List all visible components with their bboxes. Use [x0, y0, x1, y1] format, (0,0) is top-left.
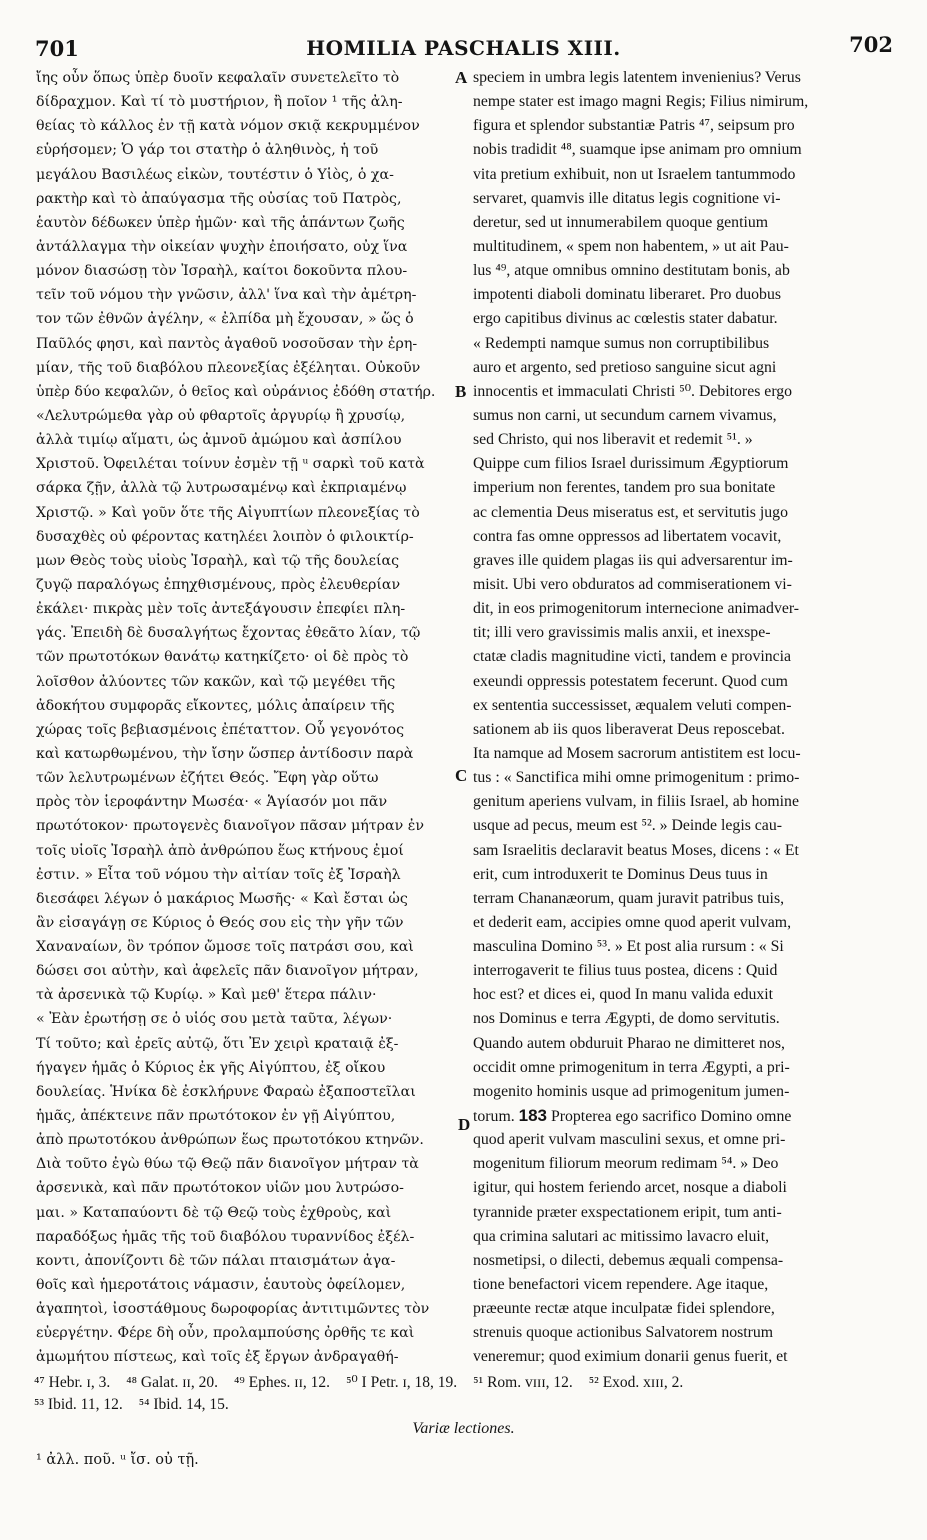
latin-text-line: sed Christo, qui nos liberavit et redemit ⁵¹. » — [473, 431, 753, 449]
greek-column — [36, 66, 451, 1370]
latin-text-line: sationem ab iis quos liberaverat Deus reposcebat. — [473, 720, 785, 738]
greek-text-line: τεῖν τοῦ νόμου τὴν γνῶσιν, ἀλλ' ἵνα καὶ τὴν ἀμέτρη- — [36, 287, 417, 304]
greek-text-line: δίδραχμον. Καὶ τί τὸ μυστήριον, ἢ ποῖον ¹ τῆς ἀλη- — [36, 94, 403, 111]
latin-text-line: occidit omne primogenitum in terra Ægypti, a pri- — [473, 1058, 790, 1076]
latin-text-line: nobis tradidit ⁴⁸, suamque ipse animam pro omnium — [473, 141, 802, 159]
footnote: ⁴⁹ Ephes. ɪɪ, 12. — [234, 1374, 331, 1391]
greek-text-line: λοῖσθον ἀλύοντες τῶν κακῶν, καὶ τῷ μεγέθει τῆς — [36, 673, 396, 690]
greek-text-line: « Ἐὰν ἐρωτήσῃ σε ὁ υἱός σου μετὰ ταῦτα, λέγων· — [36, 1011, 393, 1028]
latin-text-line: ctatæ cladis magnitudine victi, tandem e provincia — [473, 648, 792, 666]
greek-text-line: δώσει σοι αὐτὴν, καὶ ἀφελεῖς πᾶν διανοῖγον μήτραν, — [36, 963, 419, 980]
latin-text-line: nempe stater est imago magni Regis; Filius nimirum, — [473, 93, 809, 111]
column-marker-a: A — [455, 68, 468, 87]
latin-text-line: usque ad pecus, meum est ⁵². » Deinde legis cau- — [473, 817, 782, 835]
greek-text-line: ἡμᾶς, ἀπέκτεινε πᾶν πρωτότοκον ἐν γῇ Αἰγύπτου, — [36, 1108, 396, 1125]
footnote: ⁴⁷ Hebr. ɪ, 3. — [34, 1374, 111, 1391]
latin-text-line: tyrannide præter exspectationem eripit, tum anti- — [473, 1203, 782, 1221]
latin-text-line: tit; illi vero gravissimis malis anxii, et inexspe- — [473, 624, 771, 642]
folio-number: 183 — [518, 1106, 548, 1126]
latin-text-line: servaret, quamvis ille ditatus legis cognitione vi- — [473, 189, 781, 207]
greek-text-line: μαι. » Καταπαύοντι δὲ τῷ Θεῷ τοὺς ἐχθροὺς, καὶ — [36, 1204, 392, 1221]
latin-text-line: speciem in umbra legis latentem invenienius? Verus — [473, 69, 801, 86]
latin-text-line: masculina Domino ⁵³. » Et post alia rursum : « Si — [473, 938, 784, 956]
greek-text-line: Τί τοῦτο; καὶ ἐρεῖς αὐτῷ, ὅτι Ἐν χειρὶ κραταιᾷ ἐξ- — [36, 1035, 399, 1052]
greek-text-line: ἀλλὰ τιμίῳ αἵματι, ὡς ἀμνοῦ ἀμώμου καὶ ἀσπίλου — [36, 432, 402, 449]
latin-text-line: deretur, sed ut innumerabilem quoque gentium — [473, 213, 769, 231]
latin-text-line: erit, cum introduxerit te Dominus Deus tuus in — [473, 865, 768, 883]
greek-text-line: Χαναναίων, ὃν τρόπον ὤμοσε τοῖς πατράσι σου, καὶ — [36, 939, 414, 956]
latin-text-line: multitudinem, « spem non habentem, » ut ait Pau- — [473, 237, 789, 255]
footnote: ⁴⁸ Galat. ɪɪ, 20. — [126, 1374, 218, 1391]
latin-text-line: lus ⁴⁹, atque omnibus omnino destitutam bonis, ab — [473, 262, 790, 280]
greek-text-line: ἀμωμήτου πίστεως, καὶ τοῖς ἐξ ἔργων ἀνδραγαθή- — [36, 1349, 399, 1366]
greek-text-line: Χριστοῦ. Ὀφειλέται τοίνυν ἐσμὲν τῇ ᵘ σαρκὶ τοῦ κατὰ — [36, 456, 425, 473]
greek-text-line: ἀρσενικὰ, καὶ πᾶν πρωτότοκον υἱῶν μου λυτρώσο- — [36, 1180, 404, 1197]
greek-text-line: ρακτὴρ καὶ τὸ ἀπαύγασμα τῆς οὐσίας τοῦ Πατρὸς, — [36, 190, 402, 207]
column-marker-c: C — [455, 766, 468, 785]
greek-text-line: ήγαγεν ἡμᾶς ὁ Κύριος ἐκ γῆς Αἰγύπτου, ἐξ οἴκου — [36, 1059, 386, 1076]
latin-text-line: exeundi oppressis potestatem fecerunt. Quod cum — [473, 672, 788, 690]
greek-text-line: ἴης οὖν ὅπως ὑπὲρ δυοῖν κεφαλαῖν συνετελεῖτο τὸ — [36, 70, 400, 86]
greek-text-line: θείας τὸ κάλλος ἐν τῇ κατὰ νόμον σκιᾷ κεκρυμμένον — [36, 118, 420, 135]
latin-text-line: nosmetipsi, o dilecti, debemus æquali compensa- — [473, 1251, 784, 1269]
latin-text-line: impotenti diaboli dominatu liberaret. Pro duobus — [473, 286, 781, 304]
latin-text-line: præeunte rectæ atque inculpatæ fidei splendore, — [473, 1300, 775, 1318]
greek-text-line: Παῦλός φησι, καὶ παντὸς ἀγαθοῦ νοσοῦσαν τὴν ἐρη- — [36, 335, 418, 352]
greek-text-line: ἀπὸ πρωτοτόκου ἀνθρώπων ἕως πρωτοτόκου κτηνῶν. — [36, 1132, 424, 1149]
greek-text-line: τον τῶν ἐθνῶν ἀγέλην, « ἐλπίδα μὴ ἔχουσαν, » ὥς ὁ — [36, 311, 414, 328]
greek-text-line: Χριστῷ. » Καὶ γοῦν ὅτε τῆς Αἰγυπτίων πλεονεξίας τὸ — [36, 504, 420, 521]
greek-text-line: δουλείας. Ἡνίκα δὲ ἐσκλήρυνε Φαραὼ ἐξαποστεῖλαι — [36, 1083, 416, 1100]
latin-text-line: quod aperit vulvam masculini sexus, et omne pri- — [473, 1131, 786, 1149]
variae-lectiones-heading: Variæ lectiones. — [412, 1420, 515, 1437]
footnote: ⁵⁴ Ibid. 14, 15. — [138, 1396, 229, 1413]
greek-text-line: πρωτότοκον· πρωτογενὲς διανοῖγον πᾶσαν μήτραν ἐν — [36, 818, 424, 835]
greek-text-line: παραδόξως ἡμᾶς τῆς τοῦ διαβόλου τυραννίδος ἐξέλ- — [36, 1228, 415, 1245]
latin-text-line: ex sententia successisset, æqualem veluti compen- — [473, 696, 792, 714]
latin-text-line: auro et argento, sed pretioso sanguine sicut agni — [473, 358, 777, 376]
latin-text-line: torum. 183 Propterea ego sacrifico Domino omne — [473, 1106, 792, 1126]
latin-text-line: mogenito hominis usque ad primogenitum jumen- — [473, 1082, 790, 1100]
footnote: ⁵³ Ibid. 11, 12. — [34, 1396, 123, 1413]
greek-text-line: χώρας τοῖς βεβιασμένοις ἐπέταττον. Οὗ γεγονότος — [36, 721, 405, 738]
page-number-left: 701 — [35, 36, 79, 61]
footnotes-row-1 — [34, 1372, 894, 1394]
greek-text-line: εὐεργέτην. Φέρε δὴ οὖν, προλαμπούσης ὀρθῆς τε καὶ — [36, 1325, 415, 1342]
latin-text-line: Quippe cum filios Israel durissimum Ægyptiorum — [473, 455, 789, 473]
greek-text-line: ἀδοκήτου συμφορᾶς εἴκοντες, μόλις ἀπαίρειν τῆς — [36, 697, 395, 714]
greek-text-line: μόνον διασώσῃ τὸν Ἰσραὴλ, καίτοι δοκοῦντα πλου- — [36, 263, 408, 280]
latin-text-line: veneremur; quod eximium donarii genus fuerit, et — [473, 1348, 788, 1366]
latin-column — [473, 66, 894, 1370]
page-number-right: 702 — [849, 32, 893, 57]
greek-text-line: ἐστιν. » Εἶτα τοῦ νόμου τὴν αἰτίαν τοῖς ἐξ Ἰσραὴλ — [36, 866, 401, 883]
greek-text-line: ἀγαπητοὶ, ἰσοστάθμους δωροφορίας ἀντιτιμῶντες τὸν — [36, 1301, 430, 1318]
greek-text-line: τὰ ἀρσενικὰ τῷ Κυρίῳ. » Καὶ μεθ' ἕτερα πάλιν· — [36, 987, 377, 1004]
greek-text-line: ἀντάλλαγμα τὴν οἰκείαν ψυχὴν ἐποιήσατο, οὐχ ἵνα — [36, 238, 408, 255]
greek-text-line: ἂν εἰσαγάγῃ σε Κύριος ὁ Θεός σου εἰς τὴν γῆν τῶν — [36, 914, 404, 931]
column-marker-b: B — [455, 382, 467, 401]
latin-text-line: ac clementia Deus miseratus est, et servitutis jugo — [473, 503, 788, 521]
latin-text-line: misit. Ubi vero obduratos ad commiserationem vi- — [473, 575, 792, 593]
greek-text-line: μεγάλου Βασιλέως εἰκὼν, τουτέστιν ὁ Υἱὸς, ὁ χα- — [36, 166, 394, 183]
greek-text-line: δυσαχθὲς οὐ φέροντας κατηλέει λοιπὸν ὁ φιλοικτίρ- — [36, 528, 414, 545]
greek-text-line: ζυγῷ παραλόγως ἐπηχθισμένους, πρὸς ἐλευθερίαν — [36, 576, 401, 593]
greek-text-line: τῶν πρωτοτόκων θανάτῳ κατηκίζετο· οἱ δὲ πρὸς τὸ — [36, 649, 409, 666]
greek-text-line: ὑπὲρ δύο κεφαλῶν, ὁ θεῖος καὶ οὐράνιος ἐδόθη στατήρ. — [36, 383, 436, 400]
footnote: ⁵² Exod. xɪɪɪ, 2. — [588, 1374, 684, 1391]
latin-text-line: strenuis quoque actionibus Salvatorem nostrum — [473, 1324, 774, 1342]
latin-text-line: Quando autem obduruit Pharao ne dimitteret nos, — [473, 1034, 785, 1052]
greek-text-line: θοῖς καὶ ἡμεροτάτοις νάμασιν, ἑαυτοὺς ὀφείλομεν, — [36, 1277, 406, 1294]
latin-text-line: et dederit eam, accipies omne quod aperit vulvam, — [473, 913, 792, 931]
latin-text-line: terram Chananæorum, quam juravit patribus tuis, — [473, 889, 785, 907]
column-marker-d: D — [458, 1115, 471, 1134]
latin-text-line: genitum aperiens vulvam, in filiis Israel, ab homine — [473, 793, 799, 811]
latin-text-line: mogenitum filiorum meorum redimam ⁵⁴. » Deo — [473, 1155, 779, 1173]
latin-text-line: ergo capitibus divinus ac cœlestis stater dabatur. — [473, 310, 778, 328]
latin-text-line: Ita namque ad Mosem sacrorum antistitem est locu- — [473, 744, 801, 762]
footnote: ⁵¹ Rom. vɪɪɪ, 12. — [473, 1374, 573, 1391]
greek-text-line: μίαν, τῆς τοῦ διαβόλου πλεονεξίας ἐξέληται. Οὐκοῦν — [36, 359, 421, 376]
latin-text-line: « Redempti namque sumus non corruptibilibus — [473, 334, 770, 352]
greek-text-line: ἑαυτὸν δέδωκεν ὑπὲρ ἡμῶν· καὶ τῆς ἁπάντων ζωῆς — [36, 214, 405, 231]
latin-text-line: qua crimina salutari ac mitissimo lavacro eluit, — [473, 1227, 770, 1245]
greek-text-line: πρὸς τὸν ἱεροφάντην Μωσέα· « Ἁγίασόν μοι πᾶν — [36, 794, 388, 811]
footnotes — [34, 1372, 894, 1416]
greek-text-line: εὑρήσομεν; Ὁ γάρ τοι στατὴρ ὁ ἀληθινὸς, ἡ τοῦ — [36, 142, 379, 159]
latin-text-line: contra fas omne oppressos ad libertatem vocavit, — [473, 527, 782, 545]
latin-text-line: sumus non carni, ut secundum carnem vivamus, — [473, 406, 777, 424]
latin-text-line: nos Dominus e terra Ægypti, de domo servitutis. — [473, 1010, 780, 1028]
latin-text-line: hoc est? et dices ei, quod In manu valida eduxit — [473, 986, 774, 1004]
greek-text-line: γάς. Ἐπειδὴ δὲ δυσαλγήτως ἔχοντας ἐθεᾶτο λίαν, τῷ — [36, 625, 421, 642]
latin-text-line: figura et splendor substantiæ Patris ⁴⁷, seipsum pro — [473, 117, 795, 135]
variae-lectiones-text: ¹ ἀλλ. ποῦ. ᵘ ἴσ. οὐ τῇ. — [36, 1452, 199, 1468]
greek-text-line: διεσάφει λέγων ὁ μακάριος Μωσῆς· « Καὶ ἔσται ὡς — [36, 890, 408, 907]
latin-text-line: vita pretium exhibuit, non ut Israelem tantummodo — [473, 165, 796, 183]
latin-text-line: innocentis et immaculati Christi ⁵⁰. Debitores ergo — [473, 382, 793, 400]
latin-text-line: sam Israelitis declaravit beatus Moses, dicens : « Et — [473, 841, 799, 859]
latin-text-line: graves ille quidem plagas iis qui adversarentur im- — [473, 551, 793, 569]
greek-text-line: Διὰ τοῦτο ἐγὼ θύω τῷ Θεῷ πᾶν διανοῖγον μήτραν τὰ — [36, 1156, 419, 1173]
latin-text-line: tus : « Sanctifica mihi omne primogenitum : primo- — [473, 769, 800, 787]
latin-text-line: igitur, qui hostem feriendo arcet, nosque a diaboli — [473, 1179, 787, 1197]
footnote: ⁵⁰ I Petr. ɪ, 18, 19. — [346, 1374, 458, 1391]
running-title: HOMILIA PASCHALIS XIII. — [306, 36, 621, 60]
greek-text-line: τῶν λελυτρωμένων ἐζήτει Θεός. Ἔφη γὰρ οὕτω — [36, 770, 379, 787]
greek-text-line: ἐκάλει· πικρὰς μὲν τοῖς ἀντεξάγουσιν ἐπεφίει πλη- — [36, 601, 406, 618]
latin-text-line: tione benefactori vicem rependere. Age itaque, — [473, 1276, 769, 1294]
greek-text-line: τοῖς υἱοῖς Ἰσραὴλ ἀπὸ ἀνθρώπου ἕως κτήνους ἐμοί — [36, 842, 404, 859]
latin-text-line: dit, in eos primogenitorum internecione animadver- — [473, 600, 800, 618]
page-header — [0, 28, 927, 61]
latin-text-line: imperium non ferentes, tandem pro sua bonitate — [473, 479, 776, 497]
latin-text-line: interrogaverit te filius tuus postea, dicens : Quid — [473, 962, 778, 980]
greek-text-line: μων Θεὸς τοὺς υἱοὺς Ἰσραὴλ, καὶ τῷ τῆς δουλείας — [36, 552, 400, 569]
greek-text-line: «Λελυτρώμεθα γὰρ οὐ φθαρτοῖς ἀργυρίῳ ἢ χρυσίῳ, — [36, 407, 406, 424]
greek-text-line: καὶ κατωρθωμένου, τὴν ἴσην ὥσπερ ἀντίδοσιν παρὰ — [36, 745, 414, 762]
greek-text-line: σάρκα ζῇν, ἀλλὰ τῷ λυτρωσαμένῳ καὶ ἐκπριαμένῳ — [36, 480, 407, 497]
greek-text-line: κοντι, ἀπονίζοντι δὲ τῶν πάλαι πταισμάτων ἀγα- — [36, 1252, 396, 1269]
footnotes-row-2 — [34, 1394, 894, 1416]
